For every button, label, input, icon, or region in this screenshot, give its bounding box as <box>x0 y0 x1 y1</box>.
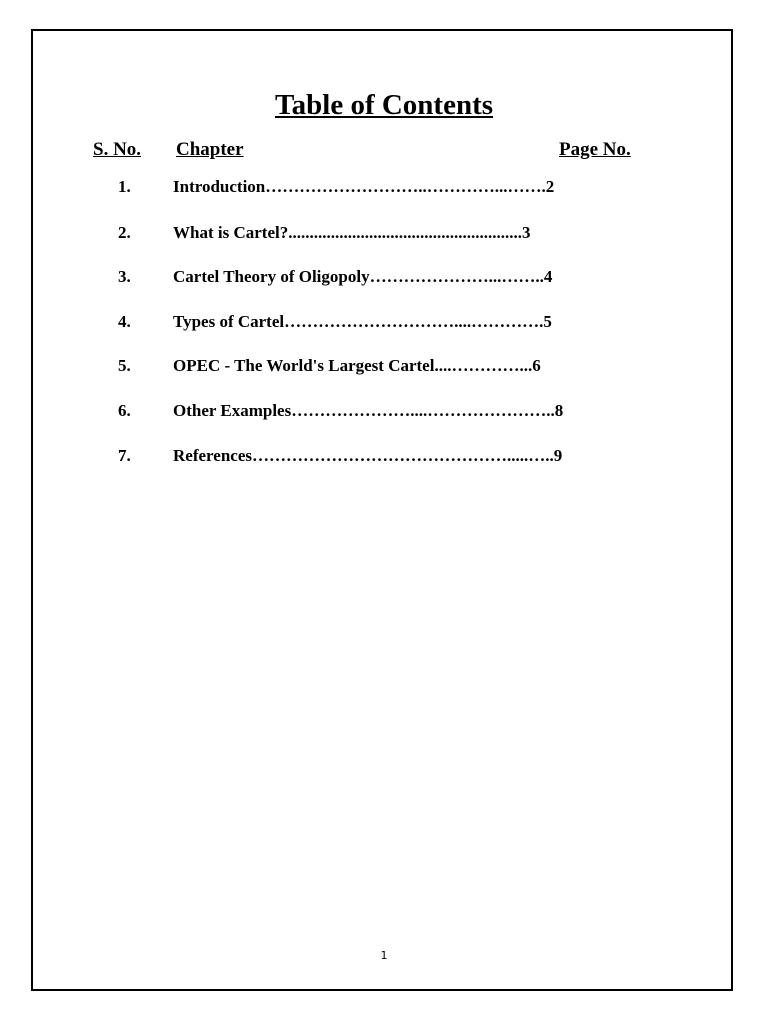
page-number: 1 <box>380 949 388 962</box>
toc-entry-number: 7. <box>118 446 131 465</box>
toc-entry-text: Other Examples…………………....…………………..8 <box>173 401 564 420</box>
toc-entry-number: 5. <box>118 356 131 375</box>
page-title: Table of Contents <box>274 89 494 121</box>
toc-entry-text: OPEC - The World's Largest Cartel....…………...6 <box>173 356 541 375</box>
toc-entry-number: 6. <box>118 401 131 420</box>
toc-entry-number: 1. <box>118 177 131 196</box>
header-chapter: Chapter <box>176 139 244 160</box>
toc-entry-text: References……………………………………….....…..9 <box>173 446 563 465</box>
toc-entry-text: What is Cartel?.......................................................3 <box>173 223 531 242</box>
toc-entry-text: Cartel Theory of Oligopoly…………………...……..4 <box>173 267 553 286</box>
toc-entry-text: Types of Cartel…………………………....………….5 <box>173 312 552 331</box>
toc-entry-number: 4. <box>118 312 131 331</box>
toc-entry-text: Introduction………………………..…………...…….2 <box>173 177 555 196</box>
toc-entry-number: 2. <box>118 223 131 242</box>
header-serial-number: S. No. <box>93 139 142 160</box>
toc-entry-number: 3. <box>118 267 131 286</box>
header-page-number: Page No. <box>559 139 631 160</box>
page-border <box>31 29 733 991</box>
